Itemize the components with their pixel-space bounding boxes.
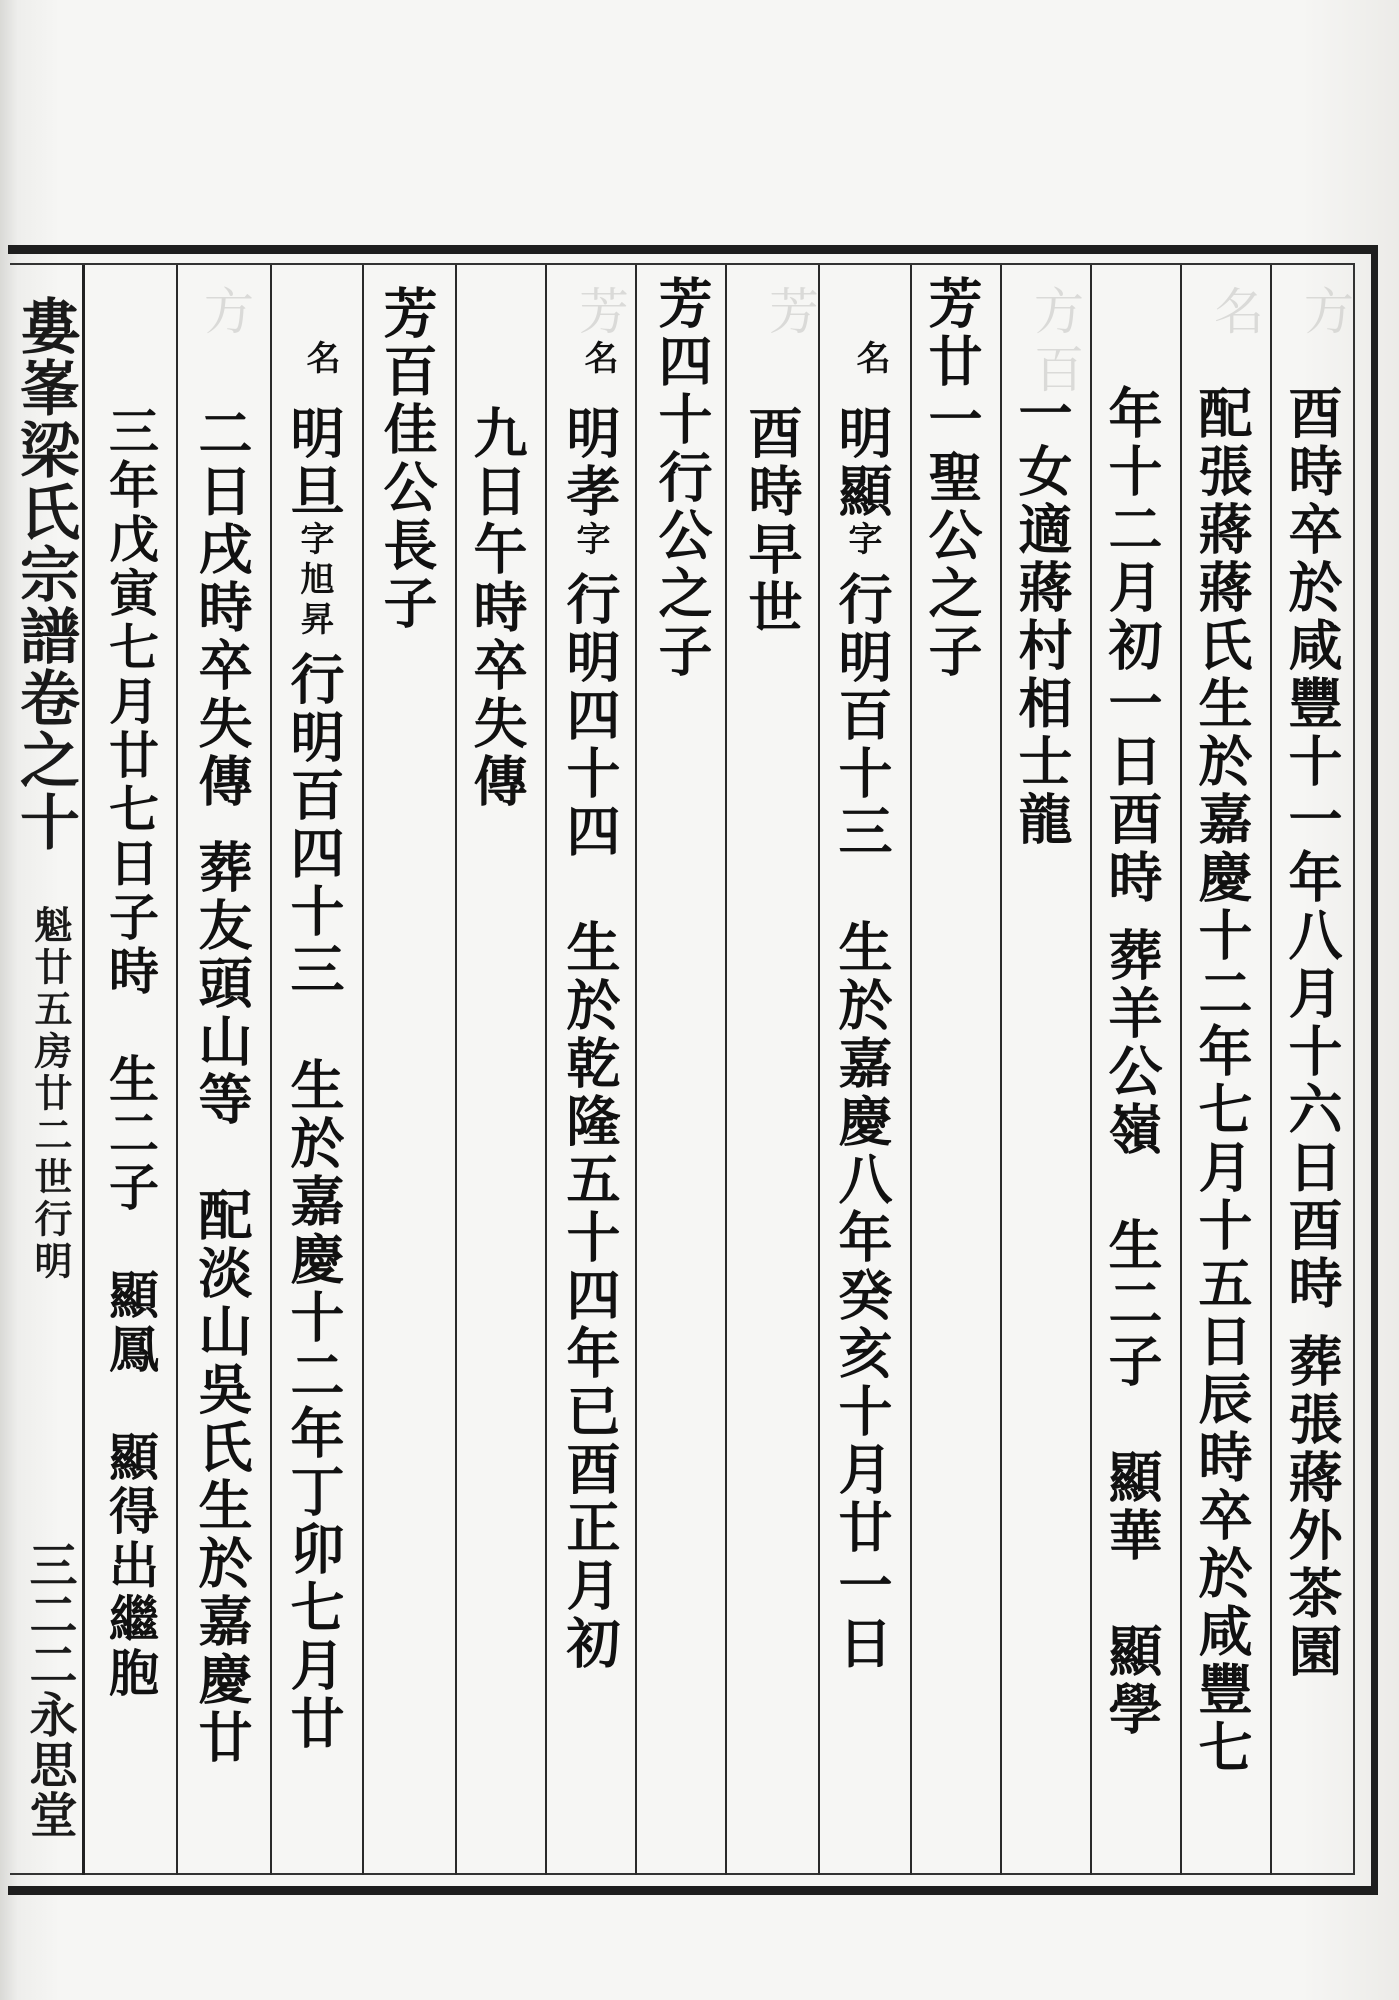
column-note: 字 (842, 521, 882, 561)
name-marker-text: 名 (300, 340, 340, 380)
text-column-12 (282, 405, 346, 1753)
genealogy-title (10, 295, 80, 853)
column-rule (910, 265, 912, 1875)
column-text: 三年戊寅七月廿七日子時 生二子 顯鳳 顯得出繼胞 (101, 405, 160, 1701)
text-column-5 (920, 275, 984, 681)
column-text: 明孝 (558, 405, 622, 521)
text-column-6 (830, 405, 894, 1673)
column-text: 酉時早世 (740, 405, 804, 637)
column-rule (635, 265, 637, 1875)
column-text: 九日午時卒失傳 (465, 405, 529, 811)
page-footer (21, 1540, 77, 1840)
text-column-3 (1100, 385, 1164, 1739)
column-rule (362, 265, 364, 1875)
text-column-7 (740, 405, 804, 637)
column-rule (1180, 265, 1182, 1875)
column-tail: 葬羊公嶺 生二子 顯華 顯學 (1100, 927, 1164, 1739)
name-marker (300, 340, 340, 380)
text-column-2 (1190, 385, 1254, 1777)
column-text: 一女適蔣村相士龍 (1010, 385, 1074, 849)
column-text: 年十二月初一日酉時 (1100, 385, 1164, 907)
name-marker (578, 340, 618, 380)
column-text: 芳百佳公長子 (375, 285, 439, 633)
text-column-11 (375, 285, 439, 633)
hall-name: 永思堂 (21, 1690, 77, 1840)
column-rule (1270, 265, 1272, 1875)
bleed-through-text: 方 (1296, 285, 1354, 343)
name-marker-text: 名 (578, 340, 618, 380)
column-text: 芳四十行公之子 (650, 275, 714, 681)
column-note: 字 (570, 521, 610, 561)
genealogy-title-text: 婁峯梁氏宗譜 (10, 295, 80, 667)
column-text: 配張蔣蔣氏生於嘉慶十二年七月十五日辰時卒於咸豐七 (1190, 385, 1254, 1777)
column-rule (545, 265, 547, 1875)
column-rule (1090, 265, 1092, 1875)
column-rule (270, 265, 272, 1875)
text-column-14 (100, 405, 160, 1701)
text-column-4 (1010, 385, 1074, 849)
column-text: 明旦 (282, 405, 346, 521)
column-tail: 行明百四十三 生於嘉慶十二年丁卯七月廿 (282, 651, 346, 1753)
bleed-through-text: 方 (196, 285, 254, 343)
column-tail: 行明四十四 生於乾隆五十四年已酉正月初 (558, 571, 622, 1673)
column-rule (1000, 265, 1002, 1875)
text-column-9 (558, 405, 622, 1673)
column-rule (818, 265, 820, 1875)
bleed-through-text: 方百 (1026, 285, 1084, 401)
column-rule (725, 265, 727, 1875)
column-rule (455, 265, 457, 1875)
text-column-1 (1280, 385, 1344, 1681)
bleed-through-text: 芳 (571, 285, 629, 343)
text-column-13 (190, 405, 254, 1767)
name-marker (850, 340, 890, 380)
column-tail: 葬張蔣外茶園 (1280, 1333, 1344, 1681)
page-number: 三二二 (21, 1540, 77, 1690)
text-column-10 (465, 405, 529, 811)
column-tail: 葬友頭山等 配淡山吳氏生於嘉慶廿 (190, 839, 254, 1767)
column-text: 芳廿一聖公之子 (920, 275, 984, 681)
text-column-8 (650, 275, 714, 681)
column-text: 酉時卒於咸豐十一年八月十六日酉時 (1280, 385, 1344, 1313)
column-rule (176, 265, 178, 1875)
column-note: 字旭昇 (294, 521, 334, 641)
bleed-through-text: 名 (1206, 285, 1264, 343)
branch-label: 魁廿五房廿二世行明 (28, 905, 73, 1283)
name-marker-text: 名 (850, 340, 890, 380)
column-text: 二日戌時卒失傳 (190, 405, 254, 811)
column-tail: 行明百十三 生於嘉慶八年癸亥十月廿一日 (830, 571, 894, 1673)
volume-label: 卷之十 (10, 667, 80, 853)
column-text: 明顯 (830, 405, 894, 521)
bleed-through-text: 芳 (761, 285, 819, 343)
